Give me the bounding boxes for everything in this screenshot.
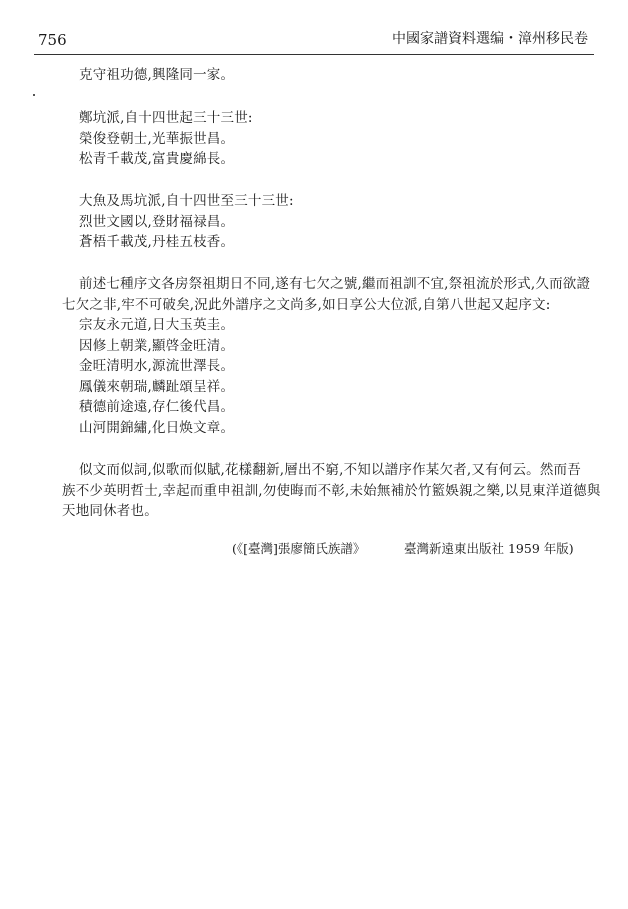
paragraph-1-line: 七欠之非,牢不可破矣,況此外譜序之文尚多,如日享公大位派,自第八世起又起序文: bbox=[62, 297, 551, 313]
new-verse-line: 積德前途遠,存仁後代昌。 bbox=[79, 399, 235, 415]
new-verse-line: 山河開錦繡,化日焕文章。 bbox=[79, 420, 235, 436]
citation-publisher: 臺灣新遠東出版社 1959 年版) bbox=[404, 541, 574, 556]
header-rule bbox=[34, 54, 594, 55]
new-verse-line: 因修上朝業,顯啓金旺清。 bbox=[79, 338, 235, 354]
page-header bbox=[0, 0, 628, 52]
stray-mark bbox=[33, 94, 35, 96]
citation-source: (《[臺灣]張廖簡氏族譜》 bbox=[232, 541, 366, 556]
paragraph-2-line: 族不少英明哲士,幸起而重申祖訓,勿使晦而不彰,未始無補於竹籃娛親之樂,以見東洋道德與 bbox=[62, 483, 601, 499]
verse-line: 烈世文國以,登財福禄昌。 bbox=[79, 214, 235, 230]
section-heading-dayu-makeng: 大魚及馬坑派,自十四世至三十三世: bbox=[79, 193, 294, 209]
paragraph-1-line: 前述七種序文各房祭祖期日不同,遂有七欠之號,繼而祖訓不宜,祭祖流於形式,久而欲證 bbox=[79, 276, 591, 292]
verse-line: 蒼梧千載茂,丹桂五枝香。 bbox=[79, 234, 235, 250]
verse-line: 松青千載茂,富貴慶綿長。 bbox=[79, 151, 235, 167]
page-number: 756 bbox=[38, 31, 67, 49]
new-verse-line: 鳳儀來朝瑞,麟趾頌呈祥。 bbox=[79, 379, 235, 395]
paragraph-2-line: 似文而似詞,似歌而似賦,花樣翻新,層出不窮,不知以譜序作某欠者,又有何云。然而吾 bbox=[79, 462, 581, 478]
new-verse-line: 宗友永元道,日大玉英圭。 bbox=[79, 317, 235, 333]
verse-line: 榮俊登朝士,光華振世昌。 bbox=[79, 131, 235, 147]
running-title: 中國家譜資料選编・漳州移民卷 bbox=[392, 31, 588, 47]
opening-line: 克守祖功德,興隆同一家。 bbox=[79, 67, 235, 83]
section-heading-zheng-keng: 鄭坑派,自十四世起三十三世: bbox=[79, 110, 253, 126]
new-verse-line: 金旺清明水,源流世澤長。 bbox=[79, 358, 235, 374]
paragraph-2-line: 天地同休者也。 bbox=[62, 503, 158, 519]
